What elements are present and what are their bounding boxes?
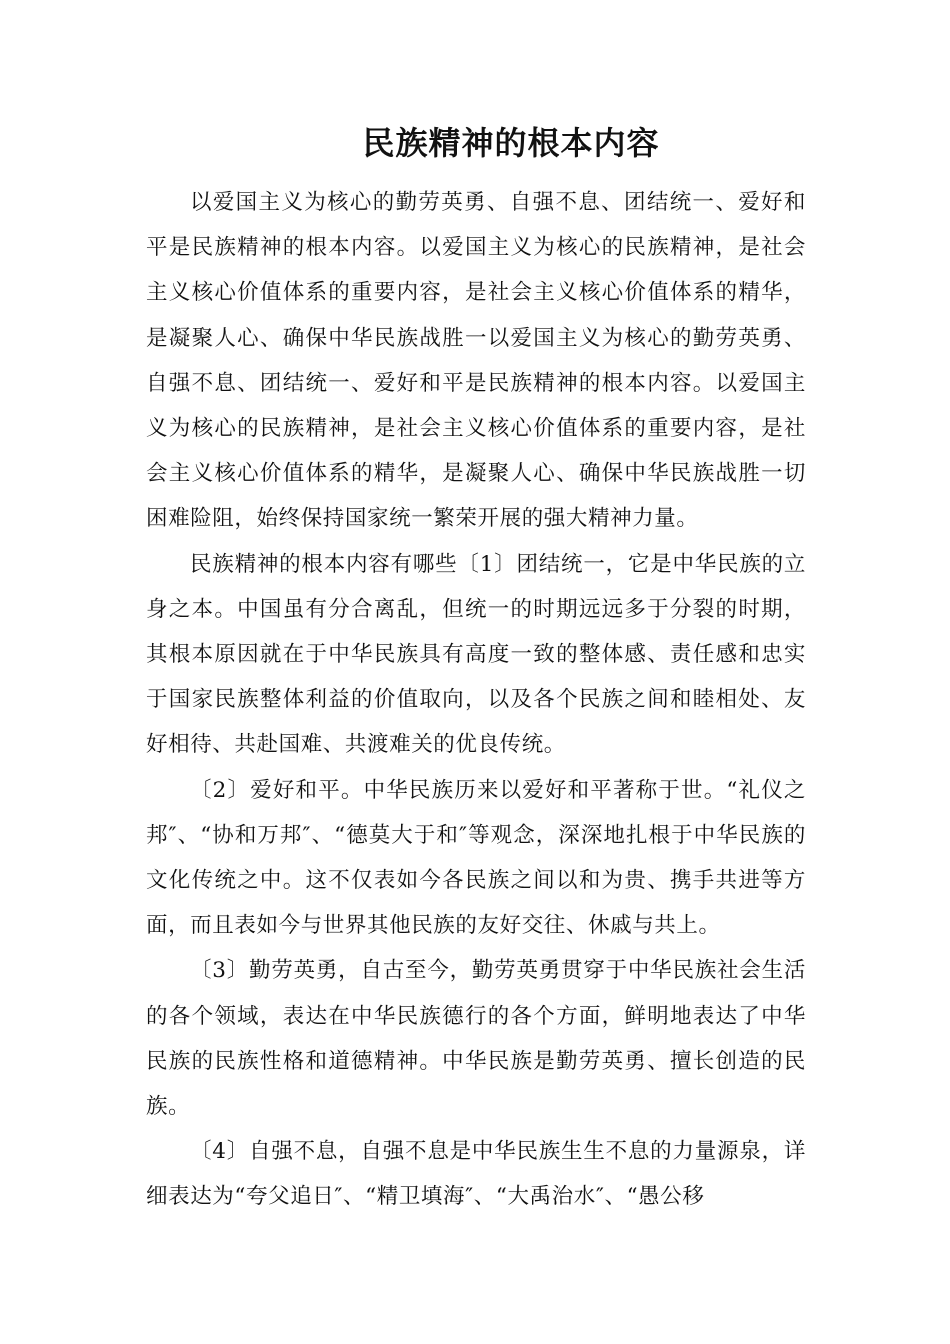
paragraph-3: 〔2〕爱好和平。中华民族历来以爱好和平著称于世。“礼仪之邦″、“协和万邦″、“德莫大于和″等观念，深深地扎根于中华民族的文化传统之中。这不仅表如今各民族之间以和为贵、携手共进等方面，而且表如今与世界其他民族的友好交往、休戚与共上。 [146, 777, 806, 939]
paragraph-4: 〔3〕勤劳英勇，自古至今，勤劳英勇贯穿于中华民族社会生活的各个领域，表达在中华民族德行的各个方面，鲜明地表达了中华民族的民族性格和道德精神。中华民族是勤劳英勇、擅长创造的民族。 [146, 958, 806, 1120]
document-title: 民族精神的根本内容 [362, 124, 660, 162]
document-body [146, 180, 806, 1220]
paragraph-1: 以爱国主义为核心的勤劳英勇、自强不息、团结统一、爱好和平是民族精神的根本内容。以爱国主义为核心的民族精神，是社会主义核心价值体系的重要内容，是社会主义核心价值体系的精华，是凝聚人心、确保中华民族战胜一以爱国主义为核心的勤劳英勇、自强不息、团结统一、爱好和平是民族精神的根本内容。以爱国主义为核心的民族精神，是社会主义核心价值体系的重要内容，是社会主义核心价值体系的精华，是凝聚人心、确保中华民族战胜一切困难险阻，始终保持国家统一繁荣开展的强大精神力量。 [146, 190, 806, 532]
paragraph-5: 〔4〕自强不息，自强不息是中华民族生生不息的力量源泉，详细表达为“夸父追日″、“精卫填海″、“大禹治水″、“愚公移 [146, 1139, 806, 1210]
paragraph-2: 民族精神的根本内容有哪些〔1〕团结统一，它是中华民族的立身之本。中国虽有分合离乱，但统一的时期远远多于分裂的时期，其根本原因就在于中华民族具有高度一致的整体感、责任感和忠实于国家民族整体利益的价值取向，以及各个民族之间和睦相处、友好相待、共赴国难、共渡难关的优良传统。 [146, 551, 806, 758]
